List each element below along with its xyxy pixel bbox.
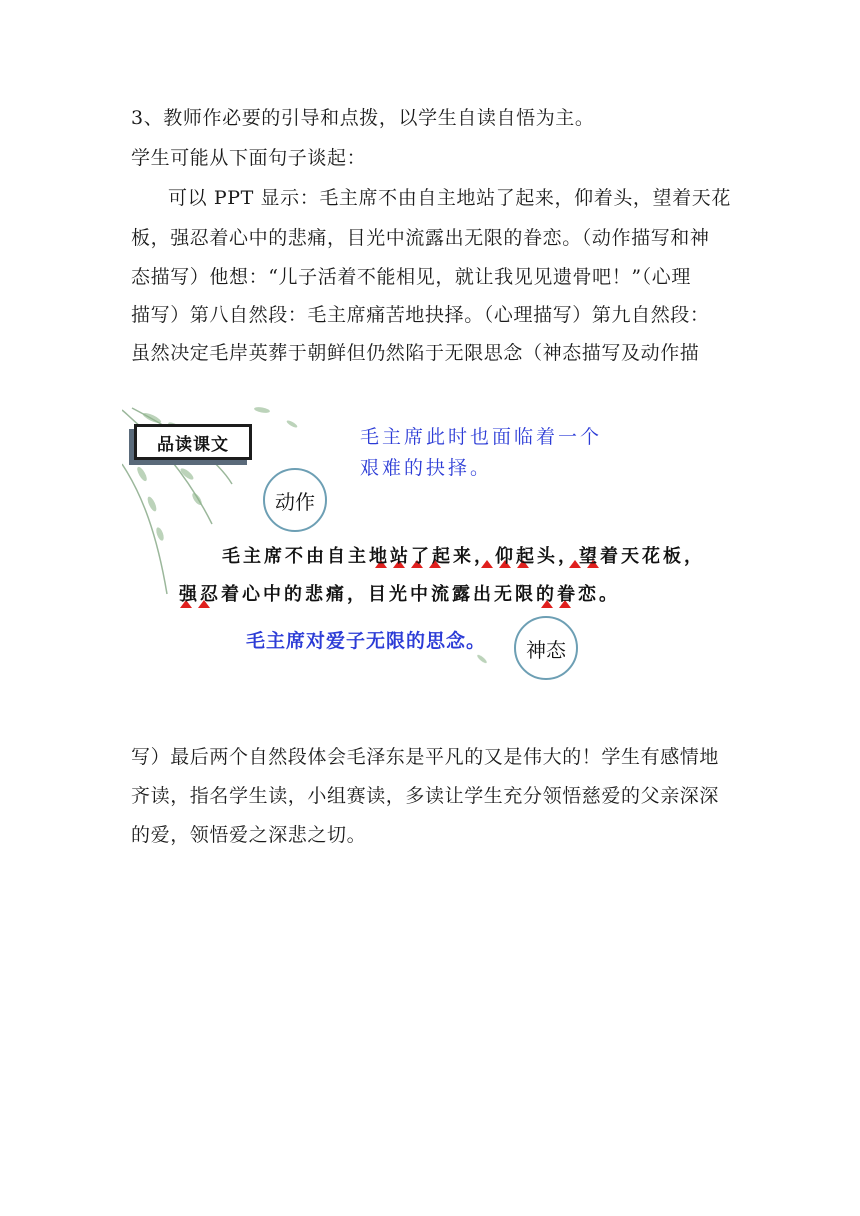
circle-expression: 神态 [514, 616, 578, 680]
text-p3-line2: 板，强忍着心中的悲痛，目光中流露出无限的眷恋。（动作描写和神 [131, 227, 710, 249]
slide-note-line1: 毛主席此时也面临着一个 [360, 426, 603, 448]
text-p3-line3: 态描写）他想：“儿子活着不能相见，就让我见见遗骨吧！”（心理 [131, 266, 691, 288]
circle-action: 动作 [263, 468, 327, 532]
text-p3-line4: 描写）第八自然段：毛主席痛苦地抉择。（心理描写）第九自然段： [131, 304, 710, 326]
slide-note-bottom: 毛主席对爱子无限的思念。 [246, 630, 487, 652]
text-p4-line1: 写）最后两个自然段体会毛泽东是平凡的又是伟大的！学生有感情地 [131, 746, 720, 768]
text-p3-line1: 可以 PPT 显示：毛主席不由自主地站了起来，仰着头，望着天花 [168, 187, 731, 209]
text-p3-line5: 虽然决定毛岸英葬于朝鲜但仍然陷于无限思念（神态描写及动作描 [131, 342, 700, 364]
slide-sentence-line1: 毛主席不由自主地站了起来，仰起头，望着天花板， [222, 546, 705, 567]
text-p4-line2: 齐读，指名学生读，小组赛读，多读让学生充分领悟慈爱的父亲深深 [131, 785, 720, 807]
ppt-slide-image [122, 404, 705, 694]
text-p2: 学生可能从下面句子谈起： [131, 147, 367, 169]
text-p4-line3: 的爱，领悟爱之深悲之切。 [131, 824, 367, 846]
slide-note-line2: 艰难的抉择。 [360, 457, 493, 479]
slide-badge: 品读课文 [134, 424, 252, 460]
text-p1: 3、教师作必要的引导和点拨，以学生自读自悟为主。 [131, 107, 595, 129]
slide-sentence-line2: 强忍着心中的悲痛，目光中流露出无限的眷恋。 [179, 584, 620, 605]
